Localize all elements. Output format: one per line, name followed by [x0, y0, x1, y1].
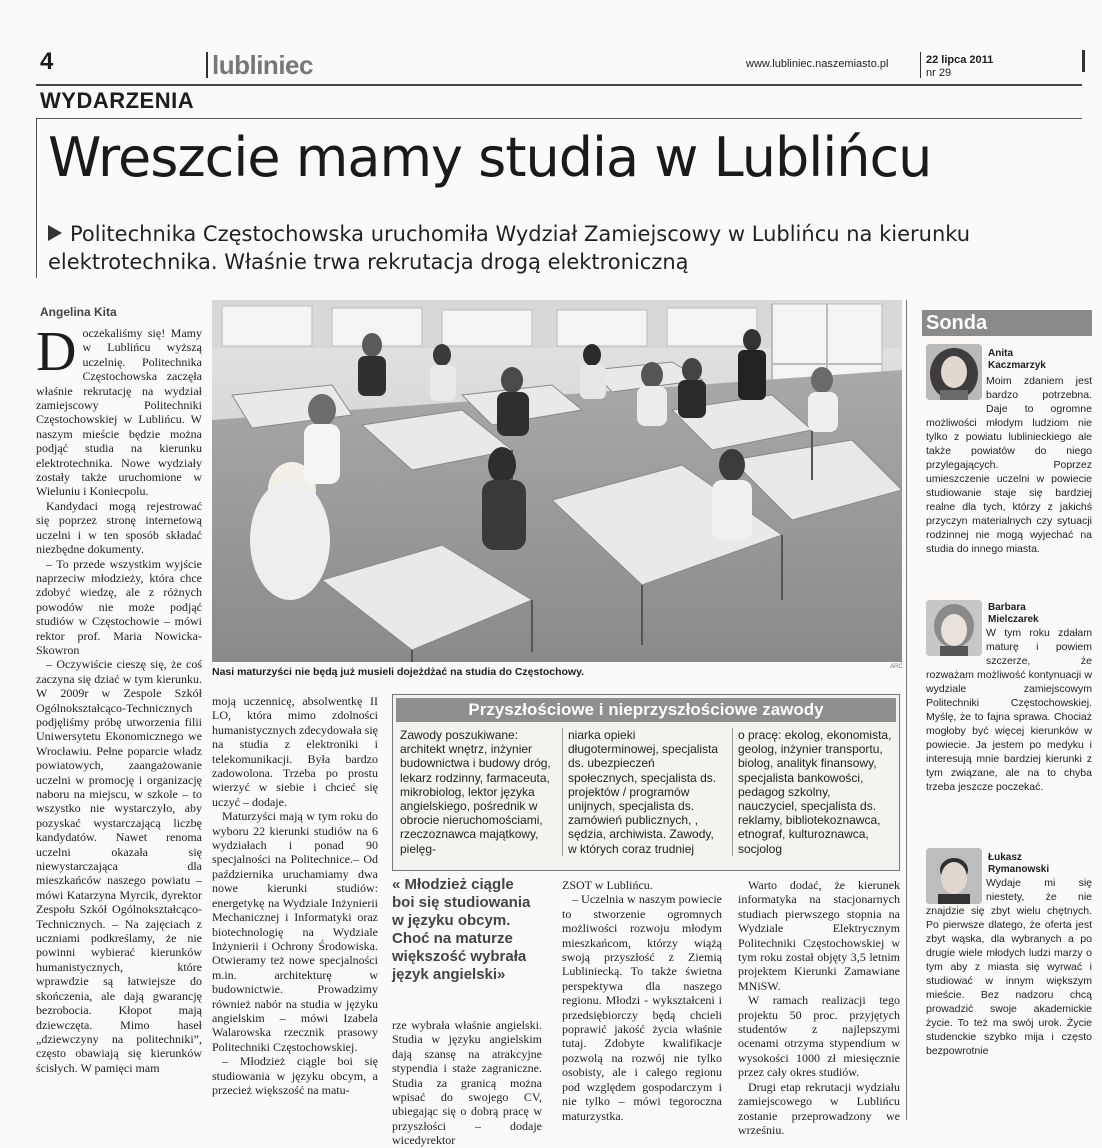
paragraph: Maturzyści mają w tym roku do wyboru 22 kierunki studiów na 6 wydziałach i ponad 90 specjalności na Politechnice.– Od października uruchamiamy dwa nowe kierunki studiów: energetykę na Wydziale Inżynierii Mechanicznej i Informatyki oraz biotechnologię na Wydziale Inżynierii i Ochrony Środowiska. Otwieramy też nowe specjalności m.in. architekturę w budownictwie. Prowadzimy również nabór na studia w języku angielskim – mówi Izabela Walarowska rzecznik prasowy Politechniki Częstochowskiej. — [212, 809, 378, 1054]
wrap-spacer — [926, 626, 986, 668]
article-photo — [212, 300, 902, 662]
photo-caption: Nasi maturzyści nie będą już musieli dojeżdżać na studia do Częstochowy. — [212, 666, 585, 678]
issue-info — [926, 54, 993, 80]
article-column-3: rze wybrała właśnie angielski. Studia w języku angielskim dają szansę na atrakcyjne stypendia i staże zagraniczne. Studia za granicą można wpisać do swojego CV, ubiegając się o dobrą pracę w przyszłości – dodaje wicedyrektor — [392, 1018, 542, 1148]
professions-box-title: Przyszłościowe i nieprzyszłościowe zawody — [396, 698, 896, 722]
article-headline: Wreszcie mamy studia w Lublińcu — [48, 126, 932, 189]
article-column-1 — [36, 321, 202, 1075]
pull-quote: « Młodzież ciągle boi się studiowania w języku obcym. Choć na maturze większość wybrała język angielski» — [392, 876, 531, 983]
header-rule — [36, 84, 1082, 86]
respondent-answer: Moim zdaniem jest bardzo potrzebna. Daje to ogromne możliwości młodym ludziom nie tylko z powiatu lublinieckiego ale także powiatów do niego przylegających. Poprzez umieszczenie uczelni w powiecie studiowanie staje się bardziej realne dla tych, którzy z jakichś przyczyn materialnych czy sytuacji rodzinnej nie mogą wyjechać na studia do innego miasta. — [926, 375, 1092, 555]
respondent-answer: Wydaje mi się niestety, że nie znajdzie się zbyt wielu chętnych. Po pierwsze dlatego, że oferta jest zbyt wąska, dla wybranych a po drugie wiele młodych ludzi marzy o tym aby z miasta się wyrwać i studiować w innym większym mieście. Bez nadzoru chcą prowadzić swoje akademickie życie. To też ma swój urok. Życie studenckie szybko mija i często bezpowrotnie — [926, 877, 1092, 1057]
professions-box-col-2: niarka opieki długoterminowej, specjalista ds. ubezpieczeń społecznych, specjalista ds. projektów / programów unijnych, specjalista ds. zamówień publicznych, , sędzia, archiwista. Zawody, w których coraz trudniej — [568, 728, 719, 856]
respondent-name: Łukasz Rymanowski — [988, 852, 1050, 875]
classroom-exam-photo — [212, 300, 902, 662]
paragraph: – Oczywiście cieszę się, że coś zaczyna się dziać w tym kierunku. W 2009r w Zespole Szkół Ogólnokształcąco-Technicznych podjęliśmy próbę utworzenia filii Uniwersytetu Ekonomicznego we Wrocławiu. Pełne poparcie władz powiatowych, zaangażowanie uczelni w promocję i organizację naboru na miejscu, w szkole – to wszystko nie wystarczyło, aby pozyskać wystarczającą liczbę kandydatów. Nawet renoma uczelni okazała się niewystarczająca dla mieszkańców naszego powiatu – mówi Katarzyna Myrcik, dyrektor Zespołu Szkół Ogólnokształcąco-Technicznych. – Na zajęciach z uczniami podkreślamy, że nie powinni wybierać kierunków humanistycznych, które wprawdzie są łatwiejsze do skończenia, ale dają gwarancję bezrobocia. Kłopot mają dziewczęta. Mimo haseł „dziewczyny na politechniki”, często obawiają się kierunków ścisłych. W pamięci mam — [36, 657, 202, 1075]
sonda-title: Sonda — [922, 310, 1092, 336]
issue-date: 22 lipca 2011 — [926, 54, 994, 66]
respondent-answer: W tym roku zdałam maturę i powiem szczerze, że rozważam możliwość kontynuacji w wydziale zamiejscowym Politechniki Częstochowskiej. Myślę, że to fajna sprawa. Chociaż mogłoby być więcej kierunków w powiecie. Ja jestem po medyku i interesują mnie bardziej kierunki z tym związane, ale na to chyba trzeba jeszcze poczekać. — [926, 627, 1092, 793]
page-number: 4 — [40, 48, 54, 75]
paragraph: Warto dodać, że kierunek informatyka na stacjonarnych studiach pierwszego stopnia na Wydziale Elektrycznym Politechniki Częstochowskiej w tym roku został objęty 3,5 letnim projektem Kierunki Zamawiane MNiSW. — [738, 878, 900, 993]
box-column-divider — [732, 728, 733, 856]
paragraph: Drugi etap rekrutacji wydziału zamiejscowego w Lublińcu zostanie przeprowadzony we wrześniu. — [738, 1079, 900, 1137]
headline-frame-rule — [36, 118, 37, 278]
article-column-5 — [738, 878, 900, 1137]
category-label: WYDARZENIA — [40, 88, 195, 113]
box-column-divider — [562, 728, 563, 856]
paragraph: Kandydaci mogą rejestrować się poprzez stronę internetową uczelni i w ten sposób składać niezbędne dokumenty. — [36, 498, 202, 557]
paragraph: oczekaliśmy się! Mamy w Lublińcu wyższą uczelnię. Politechnika Częstochowska zaczęła właśnie rekrutację na wydział zamiejscowy Politechniki Częstochowskiej w Lublińcu. W naszym mieście będzie można podjąć studia na kierunku elektrotechnika. Nowe wydziały zostały także uruchomione w Wieluniu i Koniecpolu. — [36, 326, 202, 499]
header-divider — [920, 52, 921, 78]
paragraph: moją uczennicę, absolwentkę II LO, która mimo zdolności humanistycznych zdecydowała się na studia z elektroniki i telekomunikacji. Była bardzo zadowolona. Trzeba po prostu wierzyć w siebie i chcieć się uczyć – dodaje. — [212, 694, 378, 809]
article-lead — [48, 220, 1058, 276]
respondent-name: Anita Kaczmarzyk — [988, 348, 1046, 371]
paragraph: ZSOT w Lublińcu. — [562, 878, 653, 892]
professions-box-col-1: Zawody poszukiwane: architekt wnętrz, inżynier budownictwa i budowy dróg, lekarz rodzinny, farmaceuta, mikrobiolog, lektor języka angielskiego, pośrednik w obrocie nieruchomościami, rzeczoznawca majątkowy, pielęg- — [400, 728, 551, 856]
paragraph: – Uczelnia w naszym powiecie to stworzenie ogromnych możliwości rozwoju młodym mieszkańcom, którzy wiążą swoją przyszłość z Ziemią Lubliniecką. To także świetna perspektywa dla naszego regionu. Młodzi - wykształceni i przedsiębiorczy będą chcieli poprawić jakość życia właśnie tutaj. Zdobyte kwalifikacje pozwolą na rozwój nie tylko osobisty, ale i całego regionu pod względem gospodarczym i nie tylko – mówi tegoroczna maturzystka. — [562, 892, 722, 1123]
issue-number: nr 29 — [926, 67, 952, 79]
section-name: lubliniec — [212, 50, 313, 80]
category-rule — [36, 118, 1082, 119]
article-column-2 — [212, 694, 378, 1097]
header-divider — [206, 52, 208, 78]
photo-credit: ARC — [890, 664, 903, 670]
author-byline: Angelina Kita — [40, 305, 117, 319]
lead-text: Politechnika Częstochowska uruchomiła Wydział Zamiejscowy w Lublińcu na kierunku elektrotechnika. Właśnie trwa rekrutacja drogą elektroniczną — [48, 222, 971, 274]
wrap-spacer — [926, 374, 986, 404]
respondent-name: Barbara Mielczarek — [988, 602, 1039, 625]
drop-cap: D — [36, 321, 77, 383]
paragraph: – To przede wszystkim wyjście naprzeciw młodzieży, która chce zdobyć wiedzę, ale z różnych powodów nie może podjąć studiów w Częstochowie – mówi rektor prof. Maria Nowicka-Skowron — [36, 556, 202, 657]
paragraph: W ramach realizacji tego projektu 50 proc. przyjętych studentów z najlepszymi ocenami otrzyma stypendium w wysokości 1000 zł miesięcznie przez cały okres studiów. — [738, 993, 900, 1080]
site-url: www.lubliniec.naszemiasto.pl — [746, 58, 889, 70]
professions-box-col-3: o pracę: ekolog, ekonomista, geolog, inżynier transportu, biolog, analityk finansowy, specjalista bankowości, pedagog szkolny, nauczyciel, specjalista ds. reklamy, bibliotekoznawca, etnograf, kulturoznawca, socjolog — [738, 728, 892, 856]
article-column-4 — [562, 878, 722, 1123]
page-edge-marker — [1082, 50, 1085, 72]
triangle-bullet-icon — [48, 225, 62, 241]
wrap-spacer — [926, 876, 986, 904]
paragraph: – Młodzież ciągle boi się studiowania w języku obcym, a przecież większość na matu- — [212, 1054, 378, 1097]
sonda-divider — [906, 300, 907, 1120]
